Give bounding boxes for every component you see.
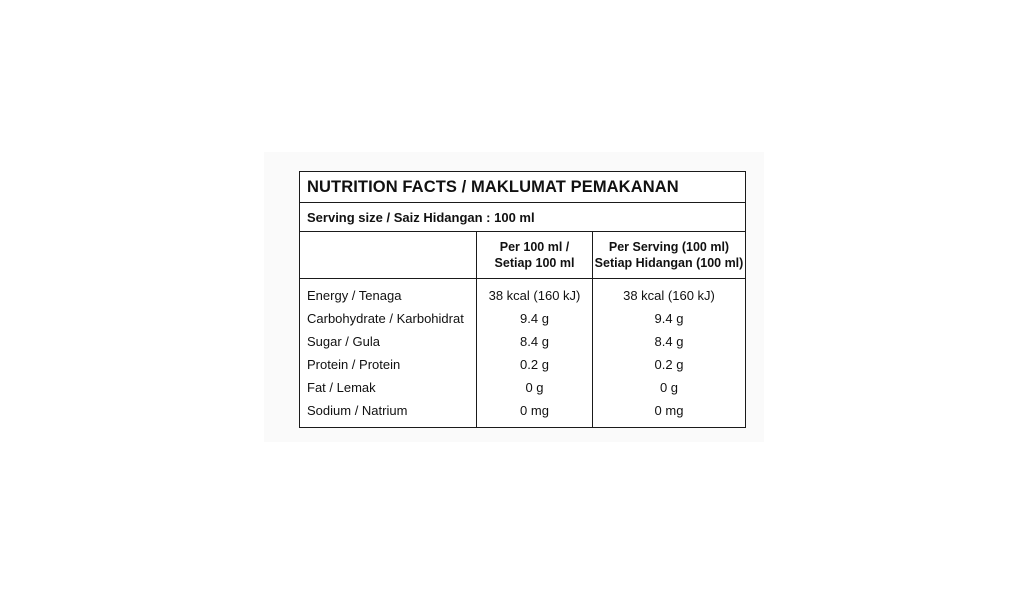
value-per-100ml: 0 g xyxy=(525,380,544,395)
column-header-line: Setiap Hidangan (100 ml) xyxy=(594,255,744,270)
value-per-serving: 0 g xyxy=(659,380,679,395)
table-row xyxy=(300,399,745,422)
column-header-line: Setiap 100 ml xyxy=(494,255,575,270)
column-header-line: Per Serving (100 ml) xyxy=(608,239,730,254)
value-per-100ml: 0 mg xyxy=(520,403,549,418)
nutrient-name: Carbohydrate / Karbohidrat xyxy=(307,311,464,326)
nutrient-name: Fat / Lemak xyxy=(307,380,376,395)
column-header-line: Per 100 ml / xyxy=(499,239,570,254)
column-header-per-serving xyxy=(593,232,745,277)
value-per-serving: 9.4 g xyxy=(654,311,684,326)
serving-size: Serving size / Saiz Hidangan : 100 ml xyxy=(300,203,745,232)
value-per-serving: 38 kcal (160 kJ) xyxy=(623,288,715,303)
table-row xyxy=(300,376,745,399)
table-title: NUTRITION FACTS / MAKLUMAT PEMAKANAN xyxy=(300,172,745,203)
nutrient-name: Sugar / Gula xyxy=(307,334,380,349)
table-row xyxy=(300,330,745,353)
nutrition-facts-table xyxy=(299,171,746,428)
value-per-100ml: 9.4 g xyxy=(520,311,549,326)
nutrient-rows xyxy=(300,284,745,422)
nutrient-name: Protein / Protein xyxy=(307,357,401,372)
table-row xyxy=(300,284,745,307)
value-per-100ml: 38 kcal (160 kJ) xyxy=(488,288,581,303)
nutrient-name: Sodium / Natrium xyxy=(307,403,408,418)
value-per-serving: 0 mg xyxy=(654,403,684,418)
column-header-per-100ml xyxy=(477,232,592,277)
value-per-100ml: 8.4 g xyxy=(520,334,549,349)
value-per-100ml: 0.2 g xyxy=(520,357,549,372)
table-row xyxy=(300,353,745,376)
column-header-row xyxy=(300,232,745,279)
table-row xyxy=(300,307,745,330)
value-per-serving: 0.2 g xyxy=(654,357,684,372)
nutrient-name: Energy / Tenaga xyxy=(307,288,402,303)
value-per-serving: 8.4 g xyxy=(654,334,684,349)
